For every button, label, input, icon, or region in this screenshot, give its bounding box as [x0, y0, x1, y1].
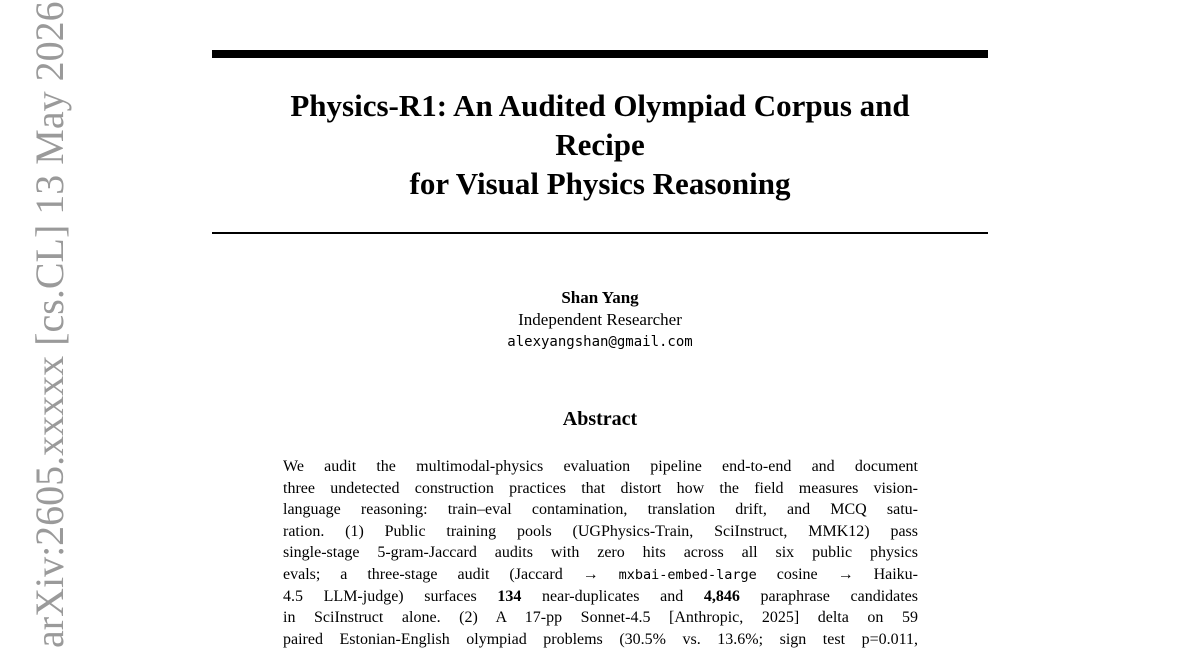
title-line-3: for Visual Physics Reasoning: [409, 166, 791, 201]
abstract-line: [283, 456, 918, 478]
title-line-2: Recipe: [555, 127, 645, 162]
title-line-1: Physics-R1: An Audited Olympiad Corpus and: [290, 88, 910, 123]
abstract-text: ration. (1) Public training pools (UGPhysics-Train, SciInstruct, MMK12) pass: [283, 522, 918, 540]
abstract-text: near-duplicates and: [521, 587, 704, 605]
author-name: Shan Yang: [561, 288, 639, 307]
arxiv-stamp: arXiv:2605.xxxxx [cs.CL] 13 May 2026: [27, 1, 72, 648]
abstract-line: [283, 629, 918, 650]
abstract-line: [283, 499, 918, 521]
abstract-text: We audit the multimodal-physics evaluation pipeline end-to-end and document: [283, 458, 918, 475]
abstract-line: [283, 564, 918, 586]
paper-title: [212, 86, 988, 203]
author-email: alexyangshan@gmail.com: [507, 334, 693, 350]
abstract-text: paired Estonian-English olympiad problems (30.5% vs. 13.6%; sign test p=0.011,: [283, 630, 918, 648]
abstract-text: 134: [497, 587, 522, 605]
title-top-rule: [212, 50, 988, 58]
abstract-heading: Abstract: [562, 408, 638, 430]
abstract-text: mxbai-embed-large: [618, 566, 757, 583]
abstract-text: language reasoning: train–eval contamination, translation drift, and MCQ satu-: [283, 501, 918, 519]
abstract-line: [283, 542, 918, 564]
author-affiliation: Independent Researcher: [518, 310, 682, 329]
abstract-body: [283, 456, 918, 650]
title-bottom-rule: [212, 232, 988, 234]
abstract-line: [283, 521, 918, 543]
abstract-line: [283, 607, 918, 629]
abstract-text: in SciInstruct alone. (2) A 17-pp Sonnet-4.5 [Anthropic, 2025] delta on 59: [283, 609, 918, 627]
abstract-line: [283, 478, 918, 500]
abstract-text: paraphrase candidates: [739, 587, 919, 605]
abstract-text: three undetected construction practices that distort how the field measures vision-: [283, 479, 918, 497]
abstract-text: 4,846: [703, 587, 740, 605]
abstract-text: 4.5 LLM-judge) surfaces: [283, 587, 498, 605]
abstract-text: evals; a three-stage audit (Jaccard →: [283, 565, 619, 583]
abstract-text: cosine → Haiku-: [756, 565, 918, 583]
abstract-text: single-stage 5-gram-Jaccard audits with zero hits across all six public physics: [283, 544, 918, 562]
author-block: [212, 287, 988, 353]
abstract-line: [283, 586, 918, 608]
